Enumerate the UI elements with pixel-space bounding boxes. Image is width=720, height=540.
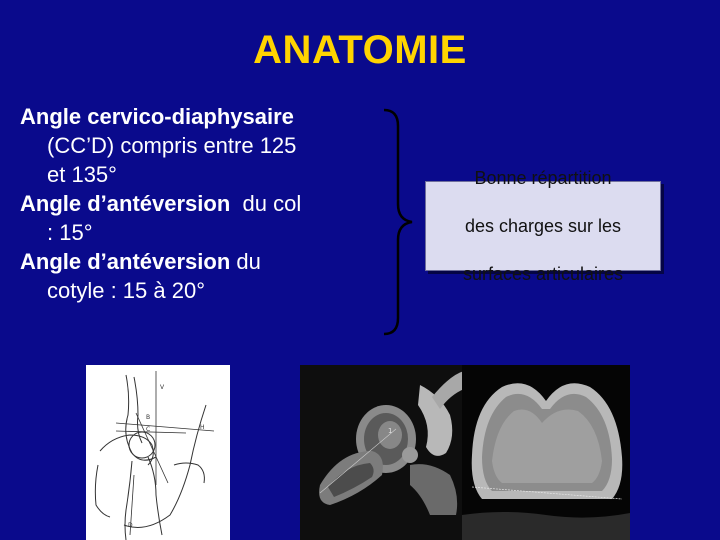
bullet-3-line2: cotyle : 15 à 20°: [47, 278, 206, 303]
bullet-2-line2: : 15°: [47, 220, 93, 245]
bullet-1-line3: et 135°: [47, 162, 117, 187]
callout-line-1: Bonne répartition: [474, 168, 612, 188]
hip-angle-diagram: [86, 365, 230, 540]
diagram-label-h: H: [200, 424, 205, 431]
callout-line-2: des charges sur les: [464, 216, 622, 236]
slide-title: ANATOMIE: [253, 28, 467, 72]
bullet-list: [20, 102, 390, 305]
bullet-3-bold: Angle d’antéversion: [20, 249, 231, 274]
diagram-label-c: C: [146, 426, 151, 433]
bullet-anteversion-col: [20, 189, 390, 247]
ct-femoral-condyles-image: [462, 365, 630, 540]
bullet-3-normal: du: [236, 249, 261, 274]
bullet-cervico-diaphysaire: [20, 102, 390, 189]
bullet-2-bold: Angle d’antéversion: [20, 191, 231, 216]
ct-label-1: 1: [388, 427, 393, 435]
bullet-1-bold: Angle cervico-diaphysaire: [20, 104, 294, 129]
bullet-anteversion-cotyle: [20, 247, 390, 305]
callout-line-3: surfaces articulaires: [462, 264, 624, 284]
right-brace-icon: [382, 108, 418, 336]
bullet-2-normal: du col: [242, 191, 302, 216]
ct-hip-axial-image: [300, 365, 464, 540]
callout-box: [425, 168, 661, 284]
diagram-label-b: B: [146, 414, 151, 421]
diagram-label-v: V: [160, 384, 165, 391]
bullet-1-line2: (CC’D) compris entre 125: [47, 133, 297, 158]
diagram-label-d: D: [128, 522, 133, 529]
